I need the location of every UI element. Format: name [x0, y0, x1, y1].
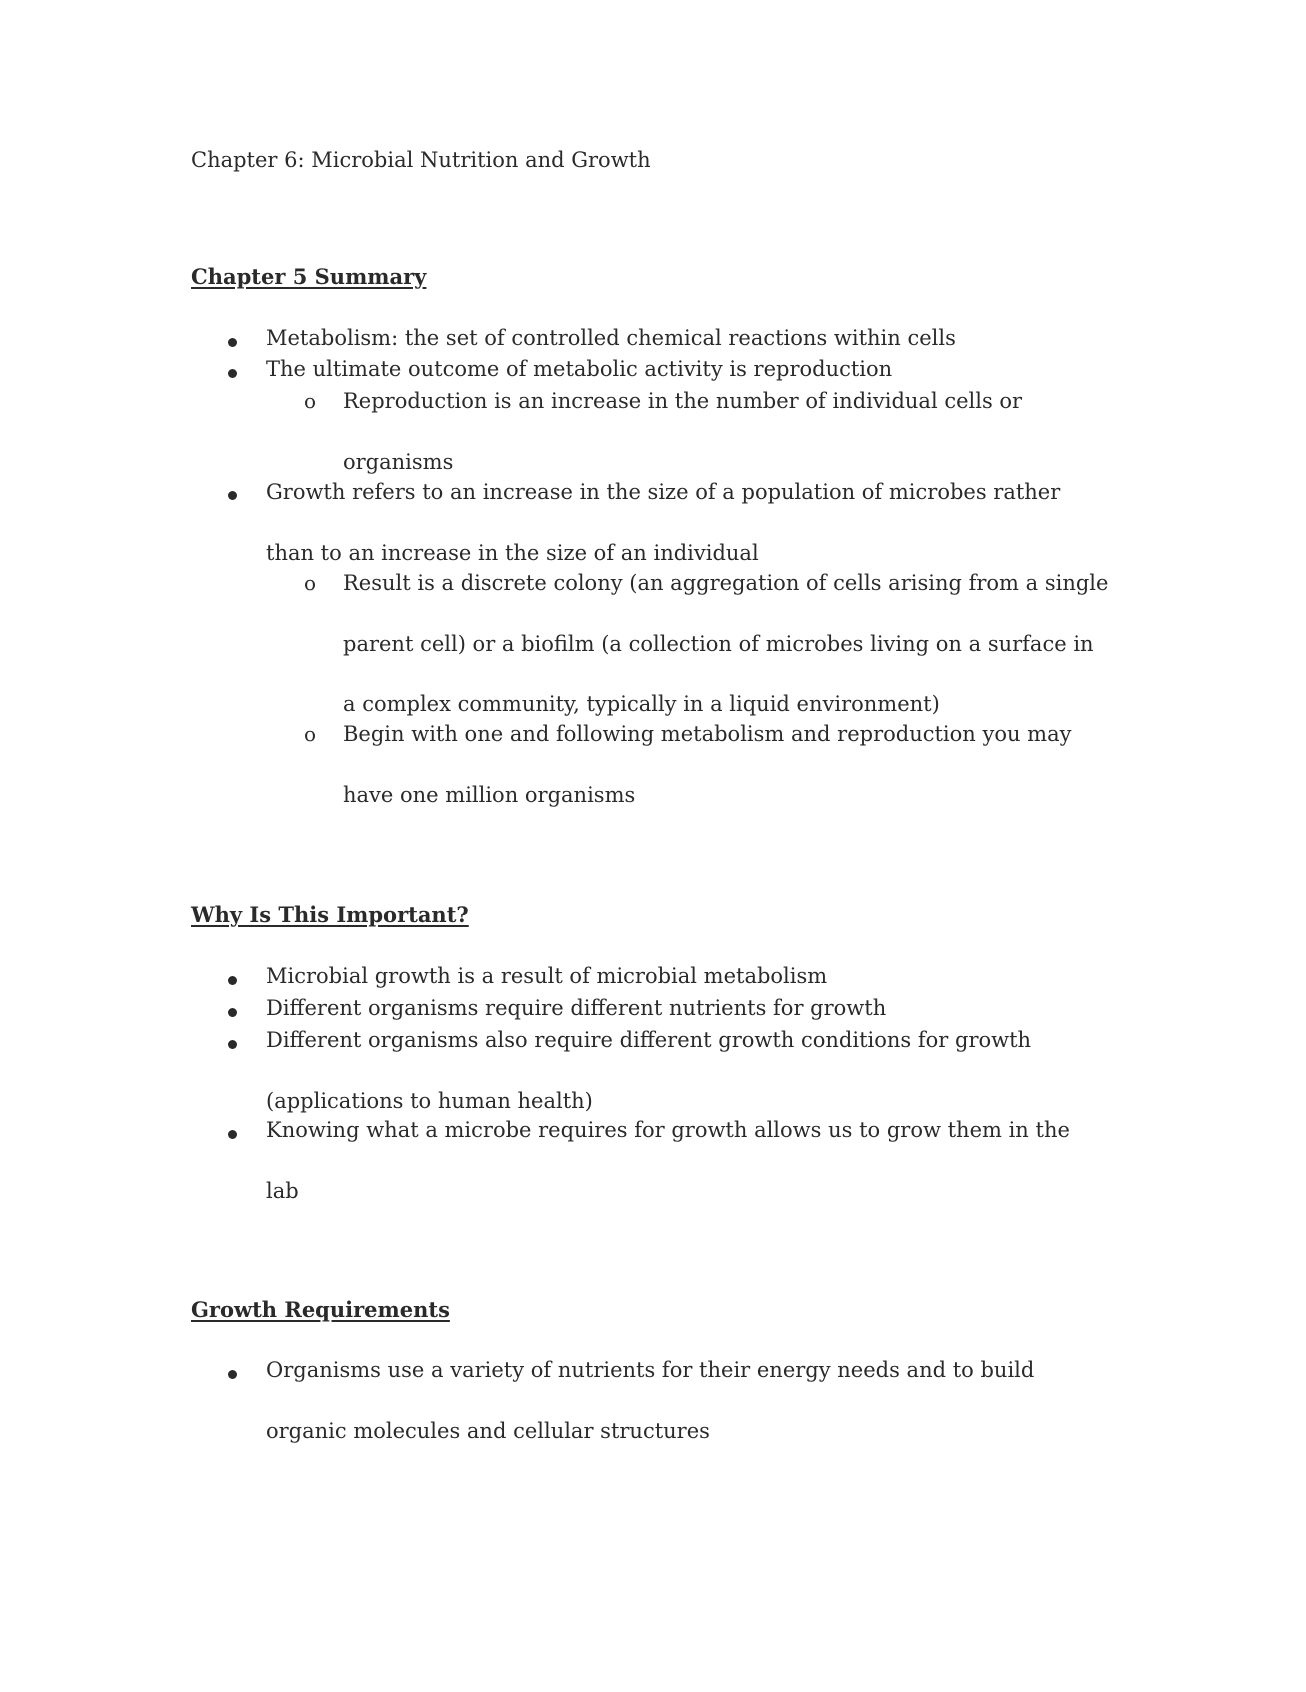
bullet-icon: [228, 369, 237, 378]
section-heading-why-important: Why Is This Important?: [191, 902, 469, 927]
bullet-icon: [228, 1008, 237, 1017]
document-title: Chapter 6: Microbial Nutrition and Growth: [191, 148, 651, 172]
bullet-icon: [228, 491, 237, 500]
list-item-continuation: organic molecules and cellular structures: [266, 1419, 710, 1443]
sub-list-item-continuation: a complex community, typically in a liquid environment): [343, 692, 940, 716]
bullet-icon: [228, 1370, 237, 1379]
list-item: Different organisms also require different growth conditions for growth: [266, 1028, 1032, 1052]
sub-list-item: Result is a discrete colony (an aggregation of cells arising from a single: [343, 571, 1109, 595]
sub-list-item-continuation: organisms: [343, 450, 454, 474]
list-item: The ultimate outcome of metabolic activity is reproduction: [266, 357, 893, 381]
sub-list-item-continuation: have one million organisms: [343, 783, 636, 807]
sub-bullet-icon: o: [304, 389, 317, 413]
sub-bullet-icon: o: [304, 571, 317, 595]
list-item: Microbial growth is a result of microbial metabolism: [266, 964, 828, 988]
sub-list-item: Begin with one and following metabolism and reproduction you may: [343, 722, 1072, 746]
bullet-icon: [228, 1130, 237, 1139]
list-item: Growth refers to an increase in the size of a population of microbes rather: [266, 480, 1061, 504]
bullet-icon: [228, 976, 237, 985]
list-item: Different organisms require different nutrients for growth: [266, 996, 887, 1020]
section-heading-growth-requirements: Growth Requirements: [191, 1297, 450, 1322]
list-item-continuation: than to an increase in the size of an individual: [266, 541, 759, 565]
sub-list-item-continuation: parent cell) or a biofilm (a collection of microbes living on a surface in: [343, 632, 1094, 656]
list-item-continuation: lab: [266, 1179, 299, 1203]
list-item: Metabolism: the set of controlled chemical reactions within cells: [266, 326, 956, 350]
list-item: Knowing what a microbe requires for growth allows us to grow them in the: [266, 1118, 1070, 1142]
sub-list-item: Reproduction is an increase in the number of individual cells or: [343, 389, 1023, 413]
list-item-continuation: (applications to human health): [266, 1089, 593, 1113]
section-heading-chapter-5-summary: Chapter 5 Summary: [191, 264, 427, 289]
sub-bullet-icon: o: [304, 722, 317, 746]
bullet-icon: [228, 338, 237, 347]
bullet-icon: [228, 1040, 237, 1049]
list-item: Organisms use a variety of nutrients for their energy needs and to build: [266, 1358, 1035, 1382]
